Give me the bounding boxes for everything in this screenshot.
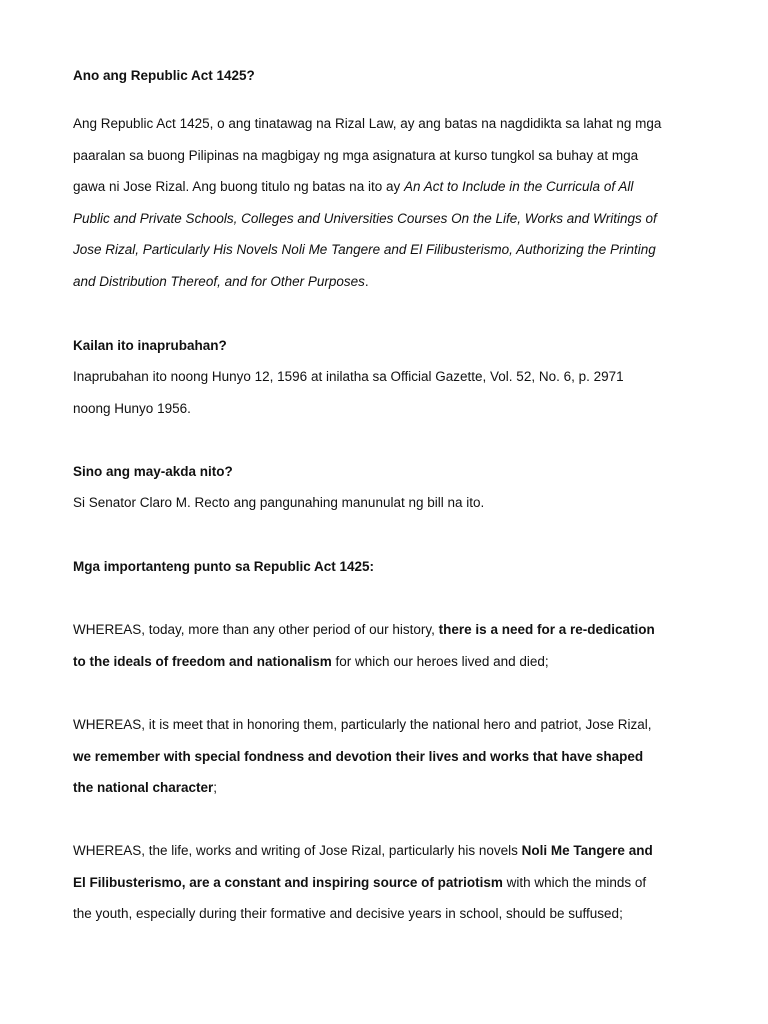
paragraph-author xyxy=(73,487,713,519)
text-line: Si Senator Claro M. Recto ang pangunahing manunulat ng bill na ito. xyxy=(73,495,485,510)
text-plain: WHEREAS, today, more than any other period of our history, xyxy=(73,622,439,637)
text-plain: gawa ni Jose Rizal. Ang buong titulo ng batas na ito ay xyxy=(73,179,404,194)
law-title-italic: Jose Rizal, Particularly His Novels Noli Me Tangere and El Filibusterismo, Authorizing the Printing xyxy=(73,242,656,257)
whereas-clause-1 xyxy=(73,614,713,677)
text-bold: to the ideals of freedom and nationalism xyxy=(73,653,332,669)
heading-republic-act: Ano ang Republic Act 1425? xyxy=(73,68,255,83)
text-bold: the national character xyxy=(73,780,214,795)
text-bold: we remember with special fondness and devotion their lives and works that have shaped xyxy=(73,748,644,764)
text-plain: with which the minds of xyxy=(502,874,647,890)
whereas-clause-3 xyxy=(73,835,713,930)
text-line xyxy=(73,266,713,298)
text-plain: ; xyxy=(213,780,218,795)
law-title-italic: Public and Private Schools, Colleges and Universities Courses On the Life, Works and Writings of xyxy=(73,210,657,226)
heading-approval-date: Kailan ito inaprubahan? xyxy=(73,338,227,353)
text-line: paaralan sa buong Pilipinas na magbigay ng mga asignatura at kurso tungkol sa buhay at mga xyxy=(73,147,639,163)
text-line xyxy=(73,171,713,203)
law-title-italic: An Act to Include in the Curricula of All xyxy=(403,179,634,194)
text-bold: Noli Me Tangere and xyxy=(521,843,653,858)
text-line xyxy=(73,614,713,646)
paragraph-republic-act-description xyxy=(73,108,713,297)
text-plain: . xyxy=(364,273,369,289)
law-title-italic: and Distribution Thereof, and for Other Purposes xyxy=(73,273,365,289)
text-line: noong Hunyo 1956. xyxy=(73,400,191,416)
text-line: WHEREAS, it is meet that in honoring them, particularly the national hero and patriot, Jose Rizal, xyxy=(73,717,652,732)
text-line xyxy=(73,772,713,804)
text-line xyxy=(73,646,713,678)
text-line: Inaprubahan ito noong Hunyo 12, 1596 at inilatha sa Official Gazette, Vol. 52, No. 6, p. 2971 xyxy=(73,369,624,384)
text-bold: El Filibusterismo, are a constant and inspiring source of patriotism xyxy=(73,874,503,890)
text-plain: WHEREAS, the life, works and writing of Jose Rizal, particularly his novels xyxy=(73,843,522,858)
text-line xyxy=(73,867,713,899)
text-plain: for which our heroes lived and died; xyxy=(331,653,549,669)
heading-important-points: Mga importanteng punto sa Republic Act 1425: xyxy=(73,559,375,574)
text-line xyxy=(73,835,713,867)
text-bold: there is a need for a re-dedication xyxy=(438,622,655,637)
text-line: Ang Republic Act 1425, o ang tinatawag na Rizal Law, ay ang batas na nagdidikta sa lahat ng mga xyxy=(73,116,662,131)
heading-author: Sino ang may-akda nito? xyxy=(73,464,233,479)
whereas-clause-2 xyxy=(73,709,713,804)
text-line: the youth, especially during their formative and decisive years in school, should be suffused; xyxy=(73,906,623,921)
paragraph-approval-date xyxy=(73,361,713,424)
